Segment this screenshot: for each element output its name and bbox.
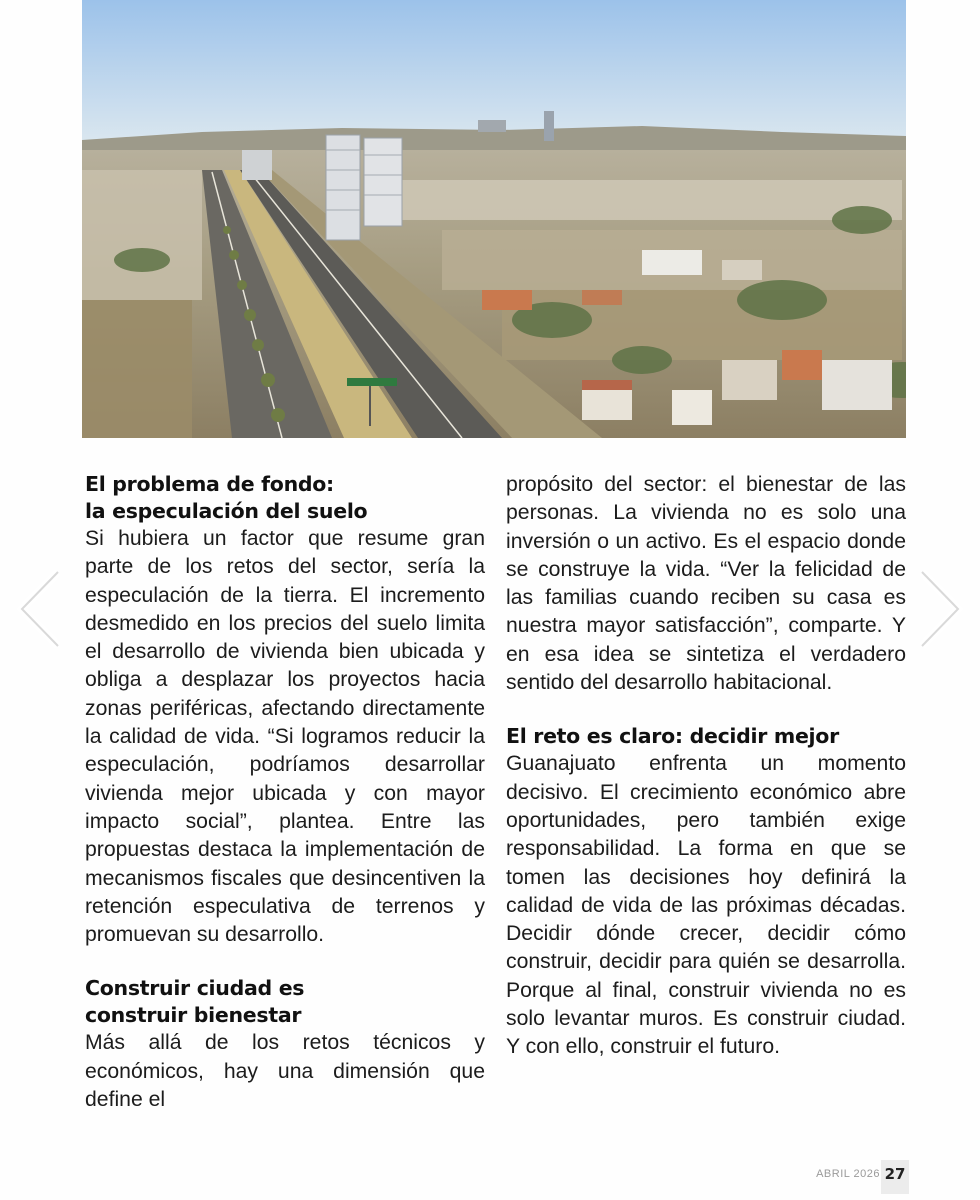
article-paragraph: Más allá de los retos técnicos y económicos, hay una dimensión que define el <box>85 1031 485 1112</box>
article-column-right <box>506 471 906 1062</box>
section-heading-line: la especulación del suelo <box>85 499 368 523</box>
section-heading-line: construir bienestar <box>85 1003 302 1028</box>
section-heading <box>85 975 485 1029</box>
page-number: 27 <box>881 1160 909 1194</box>
article-paragraph: Si hubiera un factor que resume gran parte de los retos del sector, sería la especulación de la tierra. El incremento desmedido en los precios del suelo limita el desarrollo de vivienda bien ubicada y obliga a desplazar los proyectos hacia zonas periféricas, afectando directamente la calidad de vida. “Si logramos reducir la especulación, podríamos desarrollar vivienda mejor ubicada y con mayor impacto social”, plantea. Entre las propuestas destaca la implementación de mecanismos fiscales que desincentiven la retención especulativa de terrenos y promuevan su desarrollo. <box>85 527 485 947</box>
hero-photo <box>82 0 906 438</box>
article-paragraph: propósito del sector: el bienestar de las personas. La vivienda no es solo una inversión o un activo. Es el espacio donde se construye la vida. “Ver la felicidad de las familias cuando reciben su casa es nuestra mayor satisfacción”, comparte. Y en esa idea se sintetiza el verdadero sentido del desarrollo habitacional. <box>506 473 906 695</box>
article-paragraph: Guanajuato enfrenta un momento decisivo. El crecimiento económico abre oportunidades, pero también exige responsabilidad. La forma en que se tomen las decisiones hoy definirá la calidad de vida de las próximas décadas. Decidir dónde crecer, decidir cómo construir, decidir para quién se desarrolla. Porque al final, construir vivienda no es solo levantar muros. Es construir ciudad. Y con ello, construir el futuro. <box>506 752 906 1059</box>
chevron-right-icon <box>914 566 966 652</box>
article-column-left <box>85 471 485 1114</box>
section-heading <box>85 471 485 525</box>
section-heading-line: El problema de fondo: <box>85 472 334 496</box>
chevron-left-icon <box>14 566 66 652</box>
aerial-city-photo <box>82 0 906 438</box>
section-heading-line: Construir ciudad es <box>85 976 305 1001</box>
next-page-button[interactable] <box>914 566 966 652</box>
previous-page-button[interactable] <box>14 566 66 652</box>
issue-date: ABRIL 2026 <box>816 1168 880 1180</box>
section-heading: El reto es claro: decidir mejor <box>506 724 839 749</box>
